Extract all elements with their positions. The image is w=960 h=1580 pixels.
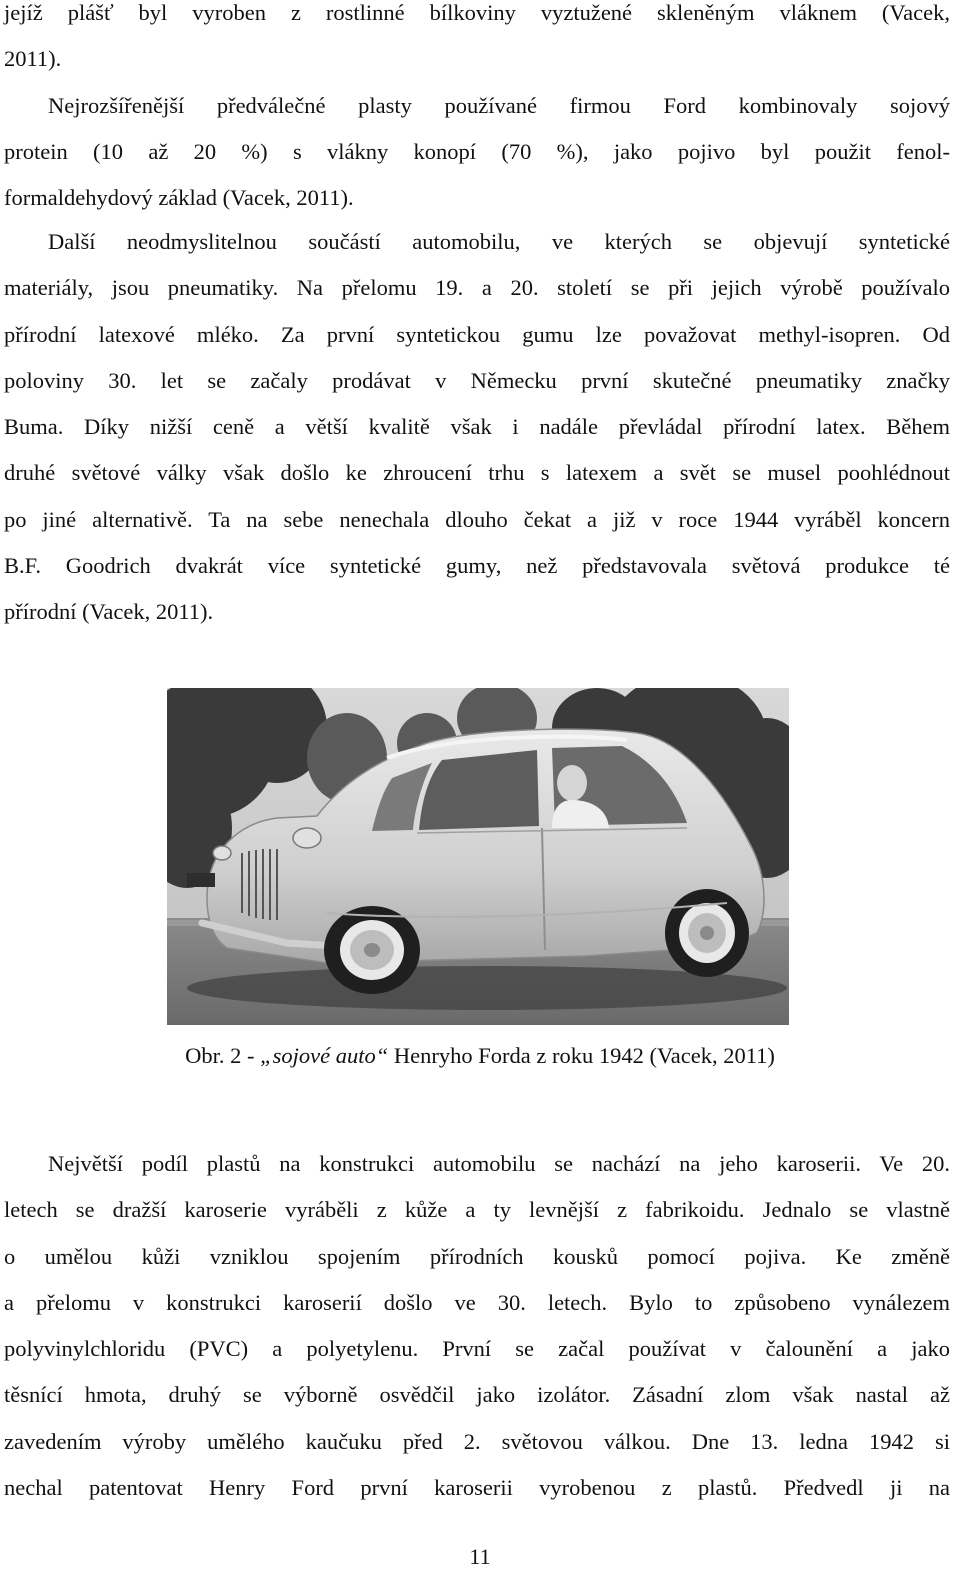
caption-italic-title: „sojové auto“: [260, 1043, 389, 1068]
text-line: formaldehydový základ (Vacek, 2011).: [4, 185, 354, 211]
text-line: přírodní (Vacek, 2011).: [4, 599, 214, 625]
text-line: Buma. Díky nižší ceně a větší kvalitě však i nadále převládal přírodní latex. Během: [4, 414, 950, 440]
text-line: B.F. Goodrich dvakrát více syntetické gumy, než představovala světová produkce té: [4, 553, 950, 579]
caption-prefix: Obr. 2 -: [185, 1043, 261, 1068]
text-line: po jiné alternativě. Ta na sebe nenechala dlouho čekat a již v roce 1944 vyráběl koncern: [4, 506, 950, 532]
page-number: 11: [469, 1544, 491, 1569]
text-line: Největší podíl plastů na konstrukci automobilu se nachází na jeho karoserii. Ve 20.: [48, 1151, 950, 1176]
text-line: poloviny 30. let se začaly prodávat v Německu první skutečné pneumatiky značky: [4, 367, 950, 393]
text-line: přírodní latexové mléko. Za první syntetickou gumu lze považovat methyl-isopren. Od: [4, 321, 950, 347]
text-line: protein (10 až 20 %) s vlákny konopí (70 %), jako pojivo byl použit fenol-: [4, 138, 950, 164]
soybean-car-photo: [167, 688, 789, 1025]
text-line: materiály, jsou pneumatiky. Na přelomu 19. a 20. století se při jejich výrobě používalo: [4, 275, 950, 301]
paragraph-tires: [4, 219, 950, 636]
text-line: Další neodmyslitelnou součástí automobilu, ve kterých se objevují syntetické: [48, 229, 950, 254]
text-line: o umělou kůži vzniklou spojením přírodních kousků pomocí pojiva. Ke změně: [4, 1243, 950, 1269]
text-line: těsnící hmota, druhý se výborně osvědčil jako izolátor. Zásadní zlom však nastal až: [4, 1382, 950, 1408]
text-line: letech se dražší karoserie vyráběli z kůže a ty levnější z fabrikoidu. Jednalo se vlastně: [4, 1197, 950, 1223]
text-line: jejíž plášť byl vyroben z rostlinné bílkoviny vyztužené skleněným vláknem (Vacek,: [4, 0, 950, 25]
paragraph-car-body: [4, 1141, 950, 1511]
text-line: a přelomu v konstrukci karoserií došlo ve 30. letech. Bylo to způsobeno vynálezem: [4, 1289, 950, 1315]
text-line: polyvinylchloridu (PVC) a polyetylenu. První se začal používat v čalounění a jako: [4, 1336, 950, 1362]
text-line: Nejrozšířenější předválečné plasty používané firmou Ford kombinovaly sojový: [48, 92, 950, 118]
paragraph-soy-plastics: [4, 0, 950, 221]
text-line: zavedením výroby umělého kaučuku před 2. světovou válkou. Dne 13. ledna 1942 si: [4, 1428, 950, 1454]
text-line: 2011).: [4, 46, 62, 72]
text-line: nechal patentovat Henry Ford první karoserii vyrobenou z plastů. Předvedl ji na: [4, 1475, 950, 1501]
text-line: druhé světové války však došlo ke zhroucení trhu s latexem a svět se musel poohlédnout: [4, 460, 950, 486]
figure-caption: [0, 1036, 960, 1076]
caption-suffix: Henryho Forda z roku 1942 (Vacek, 2011): [388, 1043, 775, 1068]
